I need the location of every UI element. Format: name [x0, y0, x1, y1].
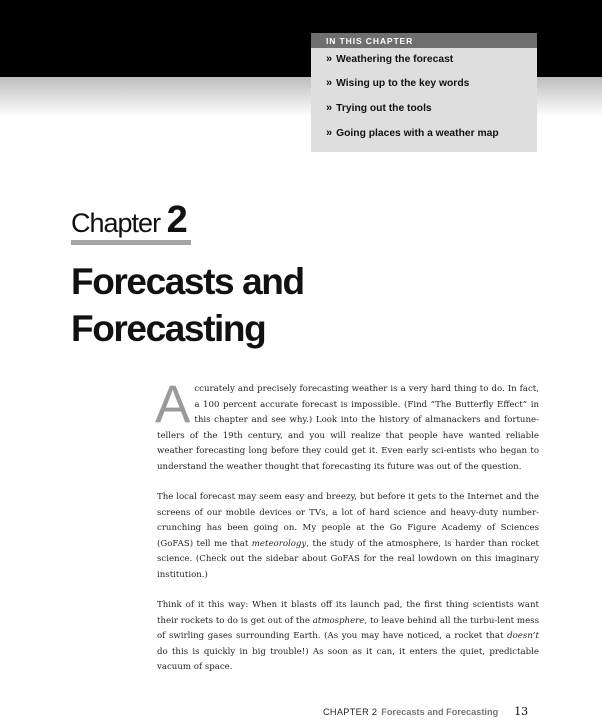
in-this-chapter-list — [311, 48, 537, 146]
in-this-chapter-item — [311, 121, 537, 146]
paragraph-1-text: ccurately and precisely forecasting weather is a very hard thing to do. In fact, a 100 percent accurate forecast is impossible. (Find “The Butterfly Effect” in this chapter and see why.) Look into the history of almanackers and fortune-tellers of the 19th century, and you will realize that people have wanted reliable weather forecasting long before they could get it. Even early sci-entists who began to understand the weather thought that forecasting its future was out of the question. — [157, 384, 539, 472]
in-this-chapter-item-label: Weathering the forecast — [336, 54, 454, 65]
body-text — [155, 375, 539, 690]
chapter-title-line-1: Forecasts and — [71, 261, 304, 302]
double-chevron-icon: » — [326, 127, 333, 139]
emphasis-doesnt: doesn’t — [507, 631, 539, 642]
in-this-chapter-box — [311, 33, 537, 152]
double-chevron-icon: » — [326, 53, 333, 65]
in-this-chapter-item-label: Trying out the tools — [336, 103, 432, 114]
in-this-chapter-item-label: Wising up to the key words — [336, 78, 470, 89]
in-this-chapter-item — [311, 71, 537, 96]
paragraph-2 — [157, 490, 539, 584]
term-meteorology: meteorology — [251, 538, 307, 549]
paragraph-1 — [155, 375, 539, 476]
drop-cap: A — [155, 375, 191, 434]
paragraph-3-text-b: , to leave behind all the turbu-lent mess of swirling gases surrounding Earth. (As you may have noticed, a rocket that — [157, 615, 539, 642]
in-this-chapter-item — [311, 96, 537, 121]
chapter-word: Chapter — [71, 208, 161, 238]
chapter-label — [71, 199, 191, 245]
paragraph-3-text-c: do this is quickly in big trouble!) As soon as it can, it enters the quiet, predictable vacuum of space. — [157, 646, 539, 673]
double-chevron-icon: » — [326, 102, 333, 114]
paragraph-2-text-b: , the study of the atmosphere, is harder than rocket science. (Check out the sidebar about GoFAS for the real lowdown on this imaginary institution.) — [157, 538, 539, 580]
footer-chapter-title: Forecasts and Forecasting — [381, 707, 499, 717]
chapter-number: 2 — [166, 199, 188, 241]
chapter-title — [71, 258, 471, 352]
in-this-chapter-item-label: Going places with a weather map — [336, 128, 499, 139]
in-this-chapter-item — [311, 48, 537, 71]
in-this-chapter-heading: IN THIS CHAPTER — [311, 33, 537, 48]
paragraph-2-text-a: The local forecast may seem easy and breezy, but before it gets to the Internet and the screens of our mobile devices or TVs, a lot of hard science and heavy-duty number-crunching has been going on. My people at the Go Figure Academy of Sciences (GoFAS) tell me that — [157, 491, 539, 549]
footer-chapter-ref: CHAPTER 2 — [323, 707, 378, 717]
chapter-title-line-2: Forecasting — [71, 308, 266, 349]
term-atmosphere: atmosphere — [312, 615, 365, 626]
double-chevron-icon: » — [326, 77, 333, 89]
paragraph-3 — [157, 598, 539, 676]
page-number: 13 — [514, 705, 529, 718]
page-footer — [323, 705, 528, 718]
paragraph-3-text-a: Think of it this way: When it blasts off its launch pad, the first thing scientists want their rockets to do is get out of the — [157, 599, 539, 626]
